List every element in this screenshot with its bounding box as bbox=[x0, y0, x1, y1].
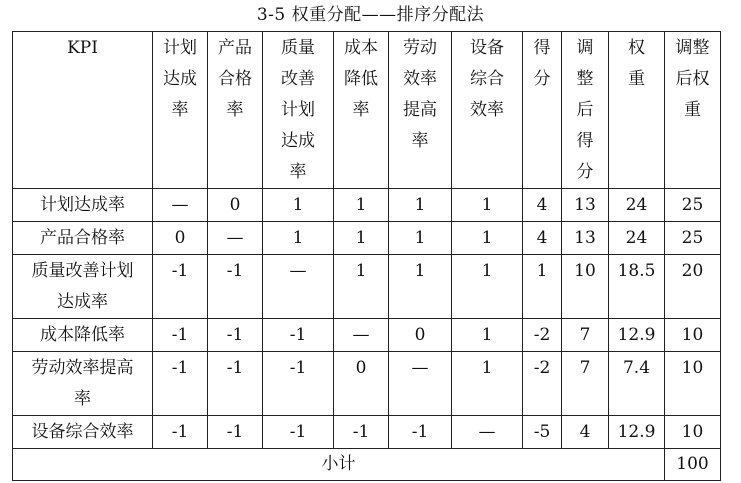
header-line: 劳动 bbox=[403, 38, 437, 58]
header-line: 合格 bbox=[218, 69, 252, 89]
header-score bbox=[523, 32, 562, 189]
header-line: 效率 bbox=[470, 100, 504, 120]
table-cell: 0 bbox=[153, 222, 208, 255]
header-line: 产品 bbox=[218, 38, 252, 58]
row-label-line: 达成率 bbox=[57, 292, 108, 312]
header-weight bbox=[609, 32, 665, 189]
table-cell: 7 bbox=[562, 352, 609, 416]
header-line: 降低 bbox=[344, 69, 378, 89]
header-line: 提高 bbox=[403, 100, 437, 120]
table-cell: 1 bbox=[334, 222, 389, 255]
table-cell: -1 bbox=[263, 319, 334, 352]
row-label-line: 质量改善计划 bbox=[31, 261, 134, 281]
row-label bbox=[13, 255, 153, 319]
table-cell: -1 bbox=[208, 352, 263, 416]
header-line: 率 bbox=[226, 100, 244, 120]
header-line: 分 bbox=[576, 162, 594, 182]
header-line: 达成 bbox=[163, 69, 197, 89]
subtotal-label: 小计 bbox=[13, 449, 665, 481]
table-cell: 1 bbox=[334, 255, 389, 319]
header-line: 后 bbox=[576, 100, 594, 120]
header-line: 成本 bbox=[344, 38, 378, 58]
row-label-line: 设备综合效率 bbox=[31, 422, 134, 442]
header-line: 达成 bbox=[281, 131, 315, 151]
row-label-line: 产品合格率 bbox=[40, 228, 125, 248]
header-line: 率 bbox=[171, 100, 189, 120]
header-line: 重 bbox=[628, 69, 645, 89]
row-label bbox=[13, 416, 153, 449]
table-cell: 0 bbox=[208, 189, 263, 222]
table-cell: -1 bbox=[208, 319, 263, 352]
table-cell: -2 bbox=[523, 352, 562, 416]
header-labor-efficiency bbox=[389, 32, 452, 189]
table-cell: 1 bbox=[263, 222, 334, 255]
table-cell: 1 bbox=[452, 319, 523, 352]
table-cell: 1 bbox=[452, 352, 523, 416]
header-line: 得 bbox=[533, 38, 551, 58]
table-row bbox=[13, 352, 721, 416]
header-line: 率 bbox=[411, 131, 429, 151]
header-line: 分 bbox=[533, 69, 551, 89]
table-cell: 1 bbox=[263, 189, 334, 222]
row-label bbox=[13, 319, 153, 352]
table-cell: 25 bbox=[665, 189, 721, 222]
table-row bbox=[13, 319, 721, 352]
header-line: 率 bbox=[352, 100, 370, 120]
table-cell: 12.9 bbox=[609, 319, 665, 352]
row-label-line: 率 bbox=[74, 389, 91, 409]
header-row bbox=[13, 32, 721, 189]
header-line: 设备 bbox=[470, 38, 504, 58]
table-cell: 7 bbox=[562, 319, 609, 352]
table-cell: 10 bbox=[562, 255, 609, 319]
table-row bbox=[13, 416, 721, 449]
header-quality-improvement bbox=[263, 32, 334, 189]
table-cell: 1 bbox=[452, 222, 523, 255]
table-cell: 1 bbox=[523, 255, 562, 319]
row-label bbox=[13, 352, 153, 416]
table-cell: 10 bbox=[665, 416, 721, 449]
header-adjusted-weight bbox=[665, 32, 721, 189]
header-line: 计划 bbox=[281, 100, 315, 120]
table-cell: 4 bbox=[523, 189, 562, 222]
header-line: 计划 bbox=[163, 38, 197, 58]
table-cell: 12.9 bbox=[609, 416, 665, 449]
table-cell: 25 bbox=[665, 222, 721, 255]
table-cell: 1 bbox=[452, 255, 523, 319]
header-line: 得 bbox=[576, 131, 594, 151]
header-line: 效率 bbox=[403, 69, 437, 89]
table-cell: -1 bbox=[389, 416, 452, 449]
header-line: 整 bbox=[576, 69, 594, 89]
table-cell: — bbox=[263, 255, 334, 319]
header-line: 调整 bbox=[675, 38, 710, 58]
table-cell: -1 bbox=[263, 352, 334, 416]
table-cell: -1 bbox=[153, 319, 208, 352]
table-cell: 4 bbox=[523, 222, 562, 255]
header-line: 率 bbox=[289, 162, 307, 182]
subtotal-row bbox=[13, 449, 721, 481]
header-cost-reduction bbox=[334, 32, 389, 189]
header-line: KPI bbox=[67, 38, 98, 58]
table-row bbox=[13, 255, 721, 319]
table-cell: -1 bbox=[153, 416, 208, 449]
row-label bbox=[13, 189, 153, 222]
table-cell: — bbox=[208, 222, 263, 255]
table-cell: — bbox=[334, 319, 389, 352]
header-line: 重 bbox=[684, 100, 701, 120]
header-line: 调 bbox=[576, 38, 594, 58]
table-cell: 10 bbox=[665, 352, 721, 416]
row-label-line: 劳动效率提高 bbox=[31, 358, 134, 378]
table-cell: 24 bbox=[609, 222, 665, 255]
table-cell: -1 bbox=[208, 255, 263, 319]
table-caption: 3-5 权重分配——排序分配法 bbox=[256, 5, 485, 25]
table-cell: — bbox=[153, 189, 208, 222]
table-cell: 13 bbox=[562, 189, 609, 222]
header-line: 后权 bbox=[675, 69, 710, 89]
header-equipment-efficiency bbox=[452, 32, 523, 189]
table-cell: 24 bbox=[609, 189, 665, 222]
row-label bbox=[13, 222, 153, 255]
table-cell: -1 bbox=[153, 352, 208, 416]
table-row bbox=[13, 222, 721, 255]
table-cell: 1 bbox=[334, 189, 389, 222]
table-cell: 18.5 bbox=[609, 255, 665, 319]
table-cell: 1 bbox=[389, 222, 452, 255]
row-label-line: 成本降低率 bbox=[40, 325, 125, 345]
subtotal-value: 100 bbox=[665, 449, 721, 481]
header-product-pass bbox=[208, 32, 263, 189]
header-line: 质量 bbox=[281, 38, 315, 58]
header-plan-achievement bbox=[153, 32, 208, 189]
header-line: 改善 bbox=[281, 69, 315, 89]
table-cell: -5 bbox=[523, 416, 562, 449]
table-cell: 0 bbox=[334, 352, 389, 416]
weight-allocation-table bbox=[12, 31, 721, 481]
row-label-line: 计划达成率 bbox=[40, 195, 125, 215]
table-cell: 20 bbox=[665, 255, 721, 319]
table-cell: 13 bbox=[562, 222, 609, 255]
table-cell: 4 bbox=[562, 416, 609, 449]
header-kpi bbox=[13, 32, 153, 189]
table-cell: -1 bbox=[334, 416, 389, 449]
table-cell: 7.4 bbox=[609, 352, 665, 416]
table-cell: 1 bbox=[389, 189, 452, 222]
table-row bbox=[13, 189, 721, 222]
table-cell: -1 bbox=[263, 416, 334, 449]
table-cell: 1 bbox=[389, 255, 452, 319]
header-adjusted-score bbox=[562, 32, 609, 189]
table-cell: -1 bbox=[208, 416, 263, 449]
table-cell: -2 bbox=[523, 319, 562, 352]
table-cell: — bbox=[389, 352, 452, 416]
table-cell: 10 bbox=[665, 319, 721, 352]
table-cell: — bbox=[452, 416, 523, 449]
table-cell: 0 bbox=[389, 319, 452, 352]
header-line: 综合 bbox=[470, 69, 504, 89]
table-cell: 1 bbox=[452, 189, 523, 222]
header-line: 权 bbox=[628, 38, 645, 58]
table-cell: -1 bbox=[153, 255, 208, 319]
